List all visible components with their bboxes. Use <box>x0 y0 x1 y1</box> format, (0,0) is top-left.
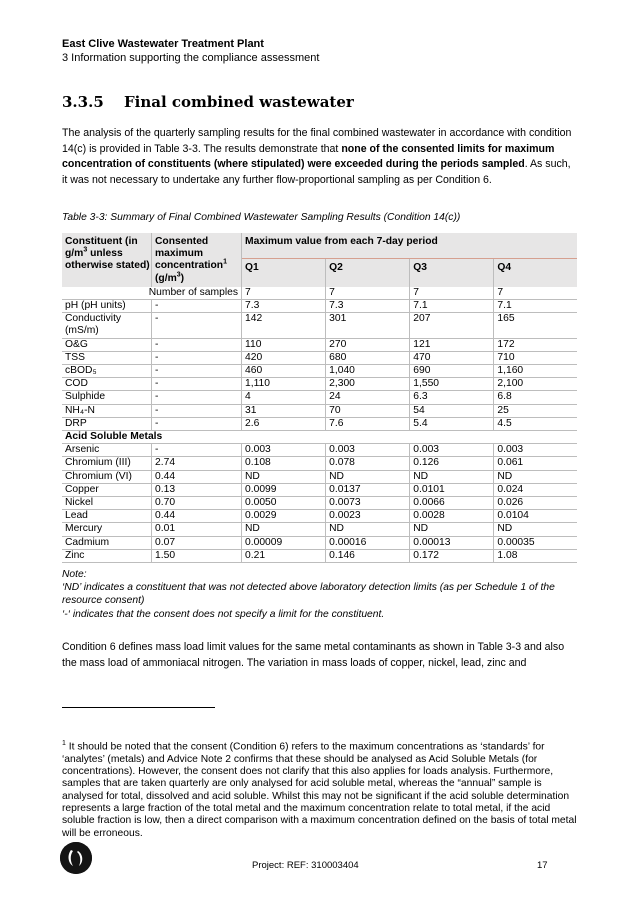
cell-q1: 4 <box>242 391 326 404</box>
table-row <box>62 510 577 523</box>
cell-q3: 5.4 <box>410 417 494 430</box>
table-caption: Table 3-3: Summary of Final Combined Wastewater Sampling Results (Condition 14(c)) <box>62 212 461 223</box>
cell-constituent: Conductivity (mS/m) <box>62 313 152 338</box>
cell-q2: 24 <box>326 391 410 404</box>
cell-q3: 0.003 <box>410 444 494 457</box>
cell-constituent: Copper <box>62 483 152 496</box>
cell-q2: 0.0023 <box>326 510 410 523</box>
cell-q2: 0.146 <box>326 549 410 562</box>
table-row <box>62 313 577 338</box>
table-row <box>62 497 577 510</box>
metals-subheading: Acid Soluble Metals <box>62 431 577 444</box>
cell-limit: 0.70 <box>152 497 242 510</box>
cell-q3: 1,550 <box>410 378 494 391</box>
header-constituent: Constituent (in $g/m^3$ unless otherwise stated) <box>62 233 152 287</box>
header-consented-max: Consented maximum concentration$^1$ $(g/m^3)$ <box>152 233 242 287</box>
cell-q2: ND <box>326 523 410 536</box>
cell-constituent: cBOD₅ <box>62 365 152 378</box>
cell-q2: 0.0073 <box>326 497 410 510</box>
cell-constituent: Zinc <box>62 549 152 562</box>
cell-q4: 7.1 <box>494 300 577 313</box>
cell-constituent: Cadmium <box>62 536 152 549</box>
cell-limit: - <box>152 300 242 313</box>
footer-project-ref: Project: REF: 310003404 <box>252 860 359 871</box>
table-row <box>62 351 577 364</box>
cell-q3: 0.172 <box>410 549 494 562</box>
cell-constituent: Lead <box>62 510 152 523</box>
results-table <box>62 233 577 563</box>
cell-q2: 0.003 <box>326 444 410 457</box>
cell-q4: 0.003 <box>494 444 577 457</box>
cell-q1: 31 <box>242 404 326 417</box>
cell-constituent: Chromium (VI) <box>62 470 152 483</box>
cell-q4: 2,100 <box>494 378 577 391</box>
note-nd: ‘ND’ indicates a constituent that was not detected above laboratory detection limits (as per Schedule 1 of the resource consent) <box>62 582 555 607</box>
cell-limit: 0.07 <box>152 536 242 549</box>
intro-text-2: . As such, it was not necessary to undertake any further flow-proportional sampling as per Condition 6. <box>62 158 571 186</box>
cell-q3: 0.0101 <box>410 483 494 496</box>
cell-q4: 25 <box>494 404 577 417</box>
cell-q2: 70 <box>326 404 410 417</box>
cell-q1: 7.3 <box>242 300 326 313</box>
cell-q4: ND <box>494 523 577 536</box>
samples-q1: 7 <box>242 287 326 300</box>
cell-q3: 121 <box>410 338 494 351</box>
table-row <box>62 391 577 404</box>
cell-q4: 165 <box>494 313 577 338</box>
intro-paragraph <box>62 126 577 188</box>
cell-constituent: TSS <box>62 351 152 364</box>
cell-constituent: NH₄-N <box>62 404 152 417</box>
cell-q4: 0.0104 <box>494 510 577 523</box>
cell-limit: - <box>152 313 242 338</box>
section-heading <box>62 93 354 111</box>
cell-q3: 0.126 <box>410 457 494 470</box>
table-row <box>62 378 577 391</box>
cell-q4: 0.024 <box>494 483 577 496</box>
cell-q4: 710 <box>494 351 577 364</box>
cell-constituent: Sulphide <box>62 391 152 404</box>
cell-q4: 172 <box>494 338 577 351</box>
cell-q2: 1,040 <box>326 365 410 378</box>
cell-constituent: Chromium (III) <box>62 457 152 470</box>
cell-q1: 0.003 <box>242 444 326 457</box>
table-row <box>62 523 577 536</box>
cell-limit: 0.13 <box>152 483 242 496</box>
condition6-paragraph: Condition 6 defines mass load limit values for the same metal contaminants as shown in Table 3-3 and also the mass load of ammoniacal nitrogen. The variation in mass loads of copper, nickel, lead, zinc and <box>62 641 565 669</box>
footnote-marker: 1 <box>62 740 66 747</box>
cell-q3: 7.1 <box>410 300 494 313</box>
company-logo-icon <box>60 842 92 874</box>
section-title: Final combined wastewater <box>124 93 354 111</box>
table-row <box>62 365 577 378</box>
cell-q4: 0.061 <box>494 457 577 470</box>
cell-limit: 0.44 <box>152 470 242 483</box>
cell-q1: 460 <box>242 365 326 378</box>
cell-q2: 2,300 <box>326 378 410 391</box>
intro-text-1: The analysis of the quarterly sampling results for the final combined wastewater in accordance with condition 14(c) is provided in Table 3-3. The results demonstrate that <box>62 127 572 155</box>
footnote-separator <box>62 707 215 708</box>
cell-q3: 6.3 <box>410 391 494 404</box>
cell-limit: - <box>152 404 242 417</box>
cell-q2: 7.6 <box>326 417 410 430</box>
cell-constituent: DRP <box>62 417 152 430</box>
cell-limit: - <box>152 338 242 351</box>
table-row <box>62 549 577 562</box>
header-q4: Q4 <box>494 259 577 287</box>
cell-constituent: Arsenic <box>62 444 152 457</box>
cell-q1: ND <box>242 470 326 483</box>
cell-q3: 0.0028 <box>410 510 494 523</box>
cell-q3: 470 <box>410 351 494 364</box>
intro-bold-text: none of the consented limits for maximum concentration of constituents (where stipulated) were exceeded during the periods sampled <box>62 142 555 171</box>
cell-q1: 142 <box>242 313 326 338</box>
cell-limit: 1.50 <box>152 549 242 562</box>
document-header-title: East Clive Wastewater Treatment Plant <box>62 38 264 50</box>
cell-q2: 0.00016 <box>326 536 410 549</box>
table-row <box>62 404 577 417</box>
cell-q4: 6.8 <box>494 391 577 404</box>
table-row <box>62 483 577 496</box>
note-heading: Note: <box>62 569 87 580</box>
samples-label: Number of samples <box>62 287 242 300</box>
cell-constituent: Nickel <box>62 497 152 510</box>
cell-q2: ND <box>326 470 410 483</box>
cell-q3: 207 <box>410 313 494 338</box>
header-q2: Q2 <box>326 259 410 287</box>
samples-row <box>62 287 577 300</box>
cell-q2: 301 <box>326 313 410 338</box>
cell-q4: 1.08 <box>494 549 577 562</box>
cell-q2: 7.3 <box>326 300 410 313</box>
cell-q3: 54 <box>410 404 494 417</box>
footnote-text: It should be noted that the consent (Condition 6) refers to the maximum concentrations as ‘standards’ for ‘analytes’ (metals) and Advice Note 2 confirms that these should be analysed as Acid Soluble Metals (for concentrations). However, the consent does not clarify that this also applies for loads analysis. Furthermore, samples that are taken quarterly are only analysed for acid soluble metal, whereas the “annual” sample is analysed for total, dissolved and acid soluble. Whilst this may not be significant if the acid soluble determination represents a large fraction of the total metal and the maximum concentration relate to total metal, if the acid soluble fraction is low, then a direct comparison with a maximum concentration defined on the basis of total metal will be erroneous. <box>62 741 577 839</box>
cell-q1: 420 <box>242 351 326 364</box>
cell-q1: 0.0099 <box>242 483 326 496</box>
cell-limit: - <box>152 391 242 404</box>
header-q3: Q3 <box>410 259 494 287</box>
table-note <box>62 568 582 621</box>
cell-q1: 0.0050 <box>242 497 326 510</box>
samples-q3: 7 <box>410 287 494 300</box>
document-header-subtitle: 3 Information supporting the compliance assessment <box>62 52 320 64</box>
table-row <box>62 457 577 470</box>
cell-q1: 0.21 <box>242 549 326 562</box>
cell-q4: ND <box>494 470 577 483</box>
cell-q4: 0.00035 <box>494 536 577 549</box>
header-q1: Q1 <box>242 259 326 287</box>
metals-subheading-row <box>62 431 577 444</box>
cell-q2: 0.078 <box>326 457 410 470</box>
note-dash: ‘-‘ indicates that the consent does not specify a limit for the constituent. <box>62 608 385 620</box>
cell-constituent: O&G <box>62 338 152 351</box>
footnote <box>62 738 577 840</box>
cell-q1: 0.108 <box>242 457 326 470</box>
cell-limit: 0.01 <box>152 523 242 536</box>
cell-constituent: Mercury <box>62 523 152 536</box>
cell-q3: ND <box>410 523 494 536</box>
cell-q1: 1,110 <box>242 378 326 391</box>
cell-q1: ND <box>242 523 326 536</box>
cell-limit: - <box>152 351 242 364</box>
cell-q1: 0.0029 <box>242 510 326 523</box>
cell-q2: 680 <box>326 351 410 364</box>
footer-page-number: 17 <box>537 860 548 871</box>
cell-q3: 690 <box>410 365 494 378</box>
cell-q3: 0.00013 <box>410 536 494 549</box>
table-row <box>62 444 577 457</box>
cell-q1: 2.6 <box>242 417 326 430</box>
table-row <box>62 470 577 483</box>
cell-limit: - <box>152 444 242 457</box>
cell-q4: 4.5 <box>494 417 577 430</box>
samples-q2: 7 <box>326 287 410 300</box>
cell-q2: 0.0137 <box>326 483 410 496</box>
cell-constituent: pH (pH units) <box>62 300 152 313</box>
cell-limit: 2.74 <box>152 457 242 470</box>
samples-q4: 7 <box>494 287 577 300</box>
table-row <box>62 338 577 351</box>
cell-limit: 0.44 <box>152 510 242 523</box>
table-row <box>62 536 577 549</box>
cell-limit: - <box>152 417 242 430</box>
table-row <box>62 300 577 313</box>
section-number: 3.3.5 <box>62 93 104 111</box>
cell-q3: 0.0066 <box>410 497 494 510</box>
table-row <box>62 417 577 430</box>
header-group-max-value: Maximum value from each 7-day period <box>242 233 578 259</box>
cell-q1: 110 <box>242 338 326 351</box>
cell-q3: ND <box>410 470 494 483</box>
cell-limit: - <box>152 365 242 378</box>
cell-q4: 1,160 <box>494 365 577 378</box>
cell-limit: - <box>152 378 242 391</box>
cell-q2: 270 <box>326 338 410 351</box>
cell-q1: 0.00009 <box>242 536 326 549</box>
cell-q4: 0.026 <box>494 497 577 510</box>
cell-constituent: COD <box>62 378 152 391</box>
